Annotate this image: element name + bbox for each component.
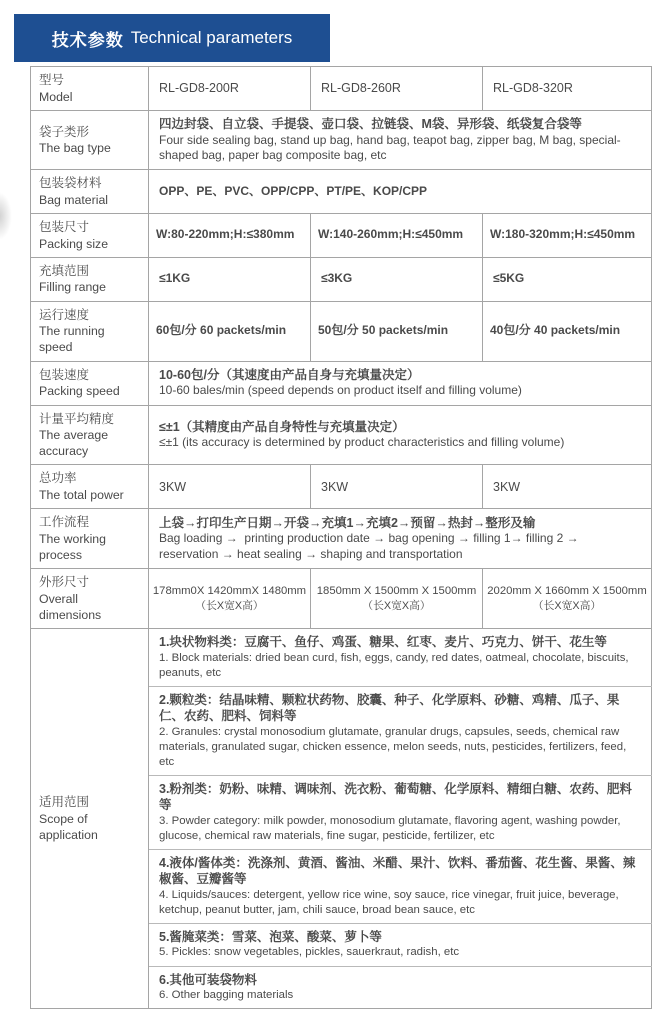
label-en: The average accuracy bbox=[39, 428, 109, 459]
working-process-value bbox=[149, 509, 652, 569]
row-running-speed bbox=[31, 301, 652, 361]
row-label-running-speed bbox=[31, 301, 149, 361]
model-value-1: RL-GD8-200R bbox=[149, 67, 311, 111]
scope-section-4 bbox=[149, 849, 652, 923]
row-label-scope bbox=[31, 629, 149, 1009]
section-title-banner bbox=[14, 14, 330, 62]
label-en: Packing size bbox=[39, 236, 109, 251]
label-en: The bag type bbox=[39, 141, 111, 156]
bag-type-en: Four side sealing bag, stand up bag, hand bag, teapot bag, zipper bag, M bag, special-shaped bag, paper bag composite bag, etc bbox=[159, 132, 621, 163]
scope-4-cn: 4.液体/酱体类：洗涤剂、黄酒、酱油、米醋、果汁、饮料、番茄酱、花生酱、果酱、辣椒酱、豆瓣酱等 bbox=[159, 855, 636, 887]
row-label-working-process bbox=[31, 509, 149, 569]
label-en: The total power bbox=[39, 487, 124, 502]
packing-speed-cn: 10-60包/分（其速度由产品自身与充填量决定） bbox=[159, 367, 420, 382]
label-en: Model bbox=[39, 89, 73, 104]
row-label-overall-dimensions bbox=[31, 569, 149, 629]
row-packing-size bbox=[31, 213, 652, 257]
label-cn: 总功率 bbox=[39, 471, 77, 486]
dimension-size: 178mm0X 1420mmX 1480mm bbox=[152, 585, 307, 598]
row-model bbox=[31, 67, 652, 111]
row-label-bag-type bbox=[31, 111, 149, 170]
scope-2-cn: 2.颗粒类：结晶味精、颗粒状药物、胶囊、种子、化学原料、砂糖、鸡精、瓜子、果仁、农药、肥料、饲料等 bbox=[159, 692, 620, 724]
label-cn: 计量平均精度 bbox=[39, 411, 115, 426]
scope-1-en: 1. Block materials: dried bean curd, fish, eggs, candy, red dates, oatmeal, chocolate, biscuits, peanuts, etc bbox=[159, 651, 632, 679]
label-cn: 外形尺寸 bbox=[39, 575, 90, 590]
banner-title-cn: 技术参数 bbox=[51, 30, 124, 50]
banner-title-en: Technical parameters bbox=[130, 28, 293, 47]
filling-range-value-3: ≤5KG bbox=[483, 257, 652, 301]
row-bag-material bbox=[31, 170, 652, 214]
scope-section-5 bbox=[149, 923, 652, 966]
label-en: Bag material bbox=[39, 192, 109, 207]
row-average-accuracy bbox=[31, 405, 652, 465]
row-scope-section-1 bbox=[31, 629, 652, 687]
label-cn: 袋子类形 bbox=[39, 124, 90, 139]
row-label-packing-speed bbox=[31, 361, 149, 405]
scope-5-cn: 5.酱腌菜类：雪菜、泡菜、酸菜、萝卜等 bbox=[159, 929, 382, 944]
scope-3-cn: 3.粉剂类：奶粉、味精、调味剂、洗衣粉、葡萄糖、化学原料、精细白糖、农药、肥料等 bbox=[159, 781, 632, 813]
row-overall-dimensions bbox=[31, 569, 652, 629]
accuracy-en: ≤±1 (its accuracy is determined by product characteristics and filling volume) bbox=[159, 435, 565, 450]
running-speed-value-1: 60包/分 60 packets/min bbox=[149, 301, 311, 361]
total-power-value-2: 3KW bbox=[311, 465, 483, 509]
label-cn: 包装速度 bbox=[39, 367, 90, 382]
packing-size-value-2: W:140-260mm;H:≤450mm bbox=[311, 213, 483, 257]
dimensions-value-2 bbox=[311, 569, 483, 629]
dimension-size: 2020mm X 1660mm X 1500mm bbox=[487, 585, 647, 598]
row-label-model bbox=[31, 67, 149, 111]
scope-section-1 bbox=[149, 629, 652, 687]
label-cn: 运行速度 bbox=[39, 307, 90, 322]
label-cn: 适用范围 bbox=[39, 795, 90, 810]
scope-section-6 bbox=[149, 966, 652, 1009]
row-filling-range bbox=[31, 257, 652, 301]
scope-section-3 bbox=[149, 775, 652, 849]
label-cn: 充填范围 bbox=[39, 263, 90, 278]
scope-6-cn: 6.其他可装袋物料 bbox=[159, 972, 257, 987]
label-en: Filling range bbox=[39, 280, 106, 295]
dimension-size: 1850mm X 1500mm X 1500mm bbox=[316, 585, 477, 598]
row-packing-speed bbox=[31, 361, 652, 405]
label-cn: 包装袋材料 bbox=[39, 176, 102, 191]
bag-type-cn: 四边封袋、自立袋、手提袋、壶口袋、拉链袋、M袋、异形袋、纸袋复合袋等 bbox=[159, 117, 582, 131]
row-working-process bbox=[31, 509, 652, 569]
dimension-note: （长X宽X高） bbox=[362, 599, 431, 612]
label-en: The working process bbox=[39, 531, 106, 562]
bag-material-value: OPP、PE、PVC、OPP/CPP、PT/PE、KOP/CPP bbox=[149, 170, 652, 214]
total-power-value-3: 3KW bbox=[483, 465, 652, 509]
dimensions-value-3 bbox=[483, 569, 652, 629]
dimension-note: （长X宽X高） bbox=[532, 599, 602, 612]
row-bag-type bbox=[31, 111, 652, 170]
total-power-value-1: 3KW bbox=[149, 465, 311, 509]
bag-type-value bbox=[149, 111, 652, 170]
label-cn: 工作流程 bbox=[39, 515, 90, 530]
model-value-3: RL-GD8-320R bbox=[483, 67, 652, 111]
scope-4-en: 4. Liquids/sauces: detergent, yellow rice wine, soy sauce, rice vinegar, fruit juice, beverage, ketchup, peanut butter, jam, chili sauce, broad bean sauce, etc bbox=[159, 888, 622, 916]
model-value-2: RL-GD8-260R bbox=[311, 67, 483, 111]
row-label-filling-range bbox=[31, 257, 149, 301]
row-label-bag-material bbox=[31, 170, 149, 214]
filling-range-value-2: ≤3KG bbox=[311, 257, 483, 301]
filling-range-value-1: ≤1KG bbox=[149, 257, 311, 301]
row-label-average-accuracy bbox=[31, 405, 149, 465]
scope-1-cn: 1.块状物料类：豆腐干、鱼仔、鸡蛋、糖果、红枣、麦片、巧克力、饼干、花生等 bbox=[159, 635, 607, 650]
dimensions-value-1 bbox=[149, 569, 311, 629]
watermark-smudge bbox=[0, 192, 12, 240]
working-process-cn: 上袋→打印生产日期→开袋→充填1→充填2→预留→热封→整形及输 bbox=[159, 515, 536, 530]
scope-2-en: 2. Granules: crystal monosodium glutamate, granular drugs, capsules, seeds, chemical raw materials, granulated sugar, chicken essence, melon seeds, nuts, pesticides, fertilizers, feed, etc bbox=[159, 725, 630, 768]
row-label-total-power bbox=[31, 465, 149, 509]
scope-5-en: 5. Pickles: snow vegetables, pickles, sauerkraut, radish, etc bbox=[159, 946, 460, 959]
average-accuracy-value bbox=[149, 405, 652, 465]
packing-speed-en: 10-60 bales/min (speed depends on product itself and filling volume) bbox=[159, 383, 522, 398]
packing-size-value-3: W:180-320mm;H:≤450mm bbox=[483, 213, 652, 257]
label-en: The running speed bbox=[39, 324, 105, 355]
technical-parameters-table bbox=[30, 66, 652, 1009]
packing-speed-value bbox=[149, 361, 652, 405]
label-cn: 型号 bbox=[39, 73, 65, 88]
dimension-note: （长X宽X高） bbox=[195, 599, 264, 612]
scope-6-en: 6. Other bagging materials bbox=[159, 989, 294, 1002]
row-total-power bbox=[31, 465, 652, 509]
accuracy-cn: ≤±1（其精度由产品自身特性与充填量决定） bbox=[159, 419, 405, 434]
running-speed-value-2: 50包/分 50 packets/min bbox=[311, 301, 483, 361]
label-cn: 包装尺寸 bbox=[39, 220, 90, 235]
packing-size-value-1: W:80-220mm;H:≤380mm bbox=[149, 213, 311, 257]
working-process-en: Bag loading → printing production date → bag opening → filling 1→ filling 2 → reservation → heat sealing → shaping and transportation bbox=[159, 531, 582, 561]
label-en: Packing speed bbox=[39, 384, 120, 399]
running-speed-value-3: 40包/分 40 packets/min bbox=[483, 301, 652, 361]
label-en: Scope of application bbox=[39, 811, 98, 842]
row-label-packing-size bbox=[31, 213, 149, 257]
scope-section-2 bbox=[149, 686, 652, 775]
label-en: Overall dimensions bbox=[39, 591, 102, 622]
scope-3-en: 3. Powder category: milk powder, monosodium glutamate, flavoring agent, washing powder, glucose, chemical raw materials, fine sugar, pesticide, fertilizer, etc bbox=[159, 814, 624, 842]
